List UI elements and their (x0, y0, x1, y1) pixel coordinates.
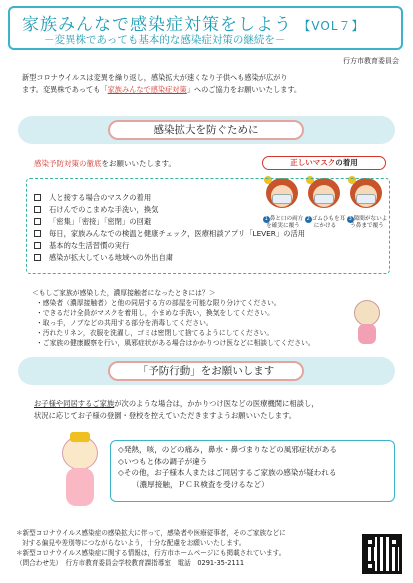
mask-label-2: 2 ゴムひもを耳にかける (306, 216, 346, 229)
checkbox-icon (34, 206, 41, 213)
mask-guide-title: 正しいマスクの着用 (262, 156, 386, 170)
mascot-illustration-small (350, 300, 384, 346)
footer-notes (16, 528, 346, 568)
organization: 行方市教育委員会 (343, 57, 399, 65)
symptom-item: ◇その他，お子様本人またはご同居するご家族の感染が疑われる (118, 468, 337, 477)
action-line-2: 状況に応じてお子様の登園・登校を控えていただきますようお願いいたします。 (34, 411, 297, 420)
volume-label: 【VOL７】 (298, 19, 365, 33)
close-contact-title: ＜もしご家族が感染した，濃厚接触者になったときには？＞ (32, 289, 216, 297)
intro-line-1: 新型コロナウイルスは変異を繰り返し，感染拡大が速くなり子供へも感染が広がり (22, 73, 288, 82)
intro-text (22, 72, 392, 96)
intro-line-2: ます。変異株であっても「家族みんなで感染症対策」へのご協力をお願いいたします。 (22, 85, 302, 94)
footer-contact: （問合わせ先） 行方市教育委員会学校教育課指導室 電話 0291-35-2111 (16, 559, 245, 567)
page-title: 家族みんなで感染症対策をしよう 【VOL７】 (22, 15, 365, 35)
checkbox-icon (34, 194, 41, 201)
close-contact-item: ・感染者（濃厚接触者）と他の同居する方の部屋を可能な限り分けてください。 (36, 299, 281, 307)
intro-highlight: 家族みんなで感染症対策 (107, 85, 187, 94)
footer-line: ＊新型コロナウイルス感染症に関する情報は，行方市ホームページにも掲載されています。 (16, 549, 286, 557)
prevention-request: 感染予防対策の徹底をお願いいたします。 (34, 159, 176, 168)
close-contact-item: ・できるだけ全員がマスクを着用し，小まめな手洗い，換気をしてください。 (36, 309, 274, 317)
footer-line: ＊新型コロナウイルス感染症の感染拡大に伴って，感染者や医療従事者，そのご家族などに (16, 529, 286, 537)
close-contact-item: ・汚れたリネン，衣服を洗濯し，ゴミは密閉して捨てるようにしてください。 (36, 329, 274, 337)
section-heading-prevent: 感染拡大を防ぐために (108, 120, 304, 140)
close-contact-info (32, 288, 315, 348)
symptom-list (118, 444, 337, 490)
symptom-item: ◇発熱，咳，のどの痛み，鼻水・鼻づまりなどの風邪症状がある (118, 445, 337, 454)
section-bar-action (18, 357, 395, 385)
page-subtitle: －変異株であっても基本的な感染症対策の継続を－ (44, 34, 286, 46)
symptom-item: ◇いつもと体の調子が違う (118, 456, 208, 466)
checklist-item: 「密集」「密接」「密閉」の回避 (34, 216, 305, 228)
checkbox-icon (34, 230, 41, 237)
action-text (34, 398, 319, 422)
mask-label-3: 3 隙間がないよう鼻まで覆う (348, 216, 388, 229)
footer-line: 対する偏見や差別等につながらないよう，十分な配慮をお願いいたします。 (22, 539, 246, 547)
mascot-illustration-large (50, 436, 110, 510)
mask-label-1: 1 鼻と口の両方を確実に覆う (264, 216, 304, 229)
title-banner (8, 6, 403, 50)
section-bar-prevent (18, 116, 395, 144)
checklist-item: 石けんでのこまめな手洗い，換気 (34, 204, 305, 216)
section-heading-action: 「予防行動」をお願いします (108, 361, 304, 381)
checklist-item: 感染が拡大している地域への外出自粛 (34, 252, 305, 264)
prevention-checklist (34, 192, 305, 264)
checkbox-icon (34, 242, 41, 249)
checklist-item: 毎日，家族みんなでの検温と健康チェック，医療相談アプリ「LEVER」の活用 (34, 228, 305, 240)
checklist-item: 人と接する場合のマスクの着用 (34, 192, 305, 204)
symptom-item-note: （濃厚接触，ＰＣＲ検査を受けるなど） (132, 479, 269, 489)
checklist-item: 基本的な生活習慣の実行 (34, 240, 305, 252)
checkbox-icon (34, 254, 41, 261)
qr-code[interactable] (362, 534, 402, 574)
action-line-1: お子様や同居するご家族が次のような場合は，かかりつけ医などの医療機関に相談し， (34, 399, 319, 408)
close-contact-item: ・取っ手，ノブなどの共用する部分を消毒してください。 (36, 319, 213, 327)
close-contact-item: ・ご家族の健康観察を行い，風邪症状がある場合はかかりつけ医などに相談してください。 (36, 339, 315, 347)
checkbox-icon (34, 218, 41, 225)
